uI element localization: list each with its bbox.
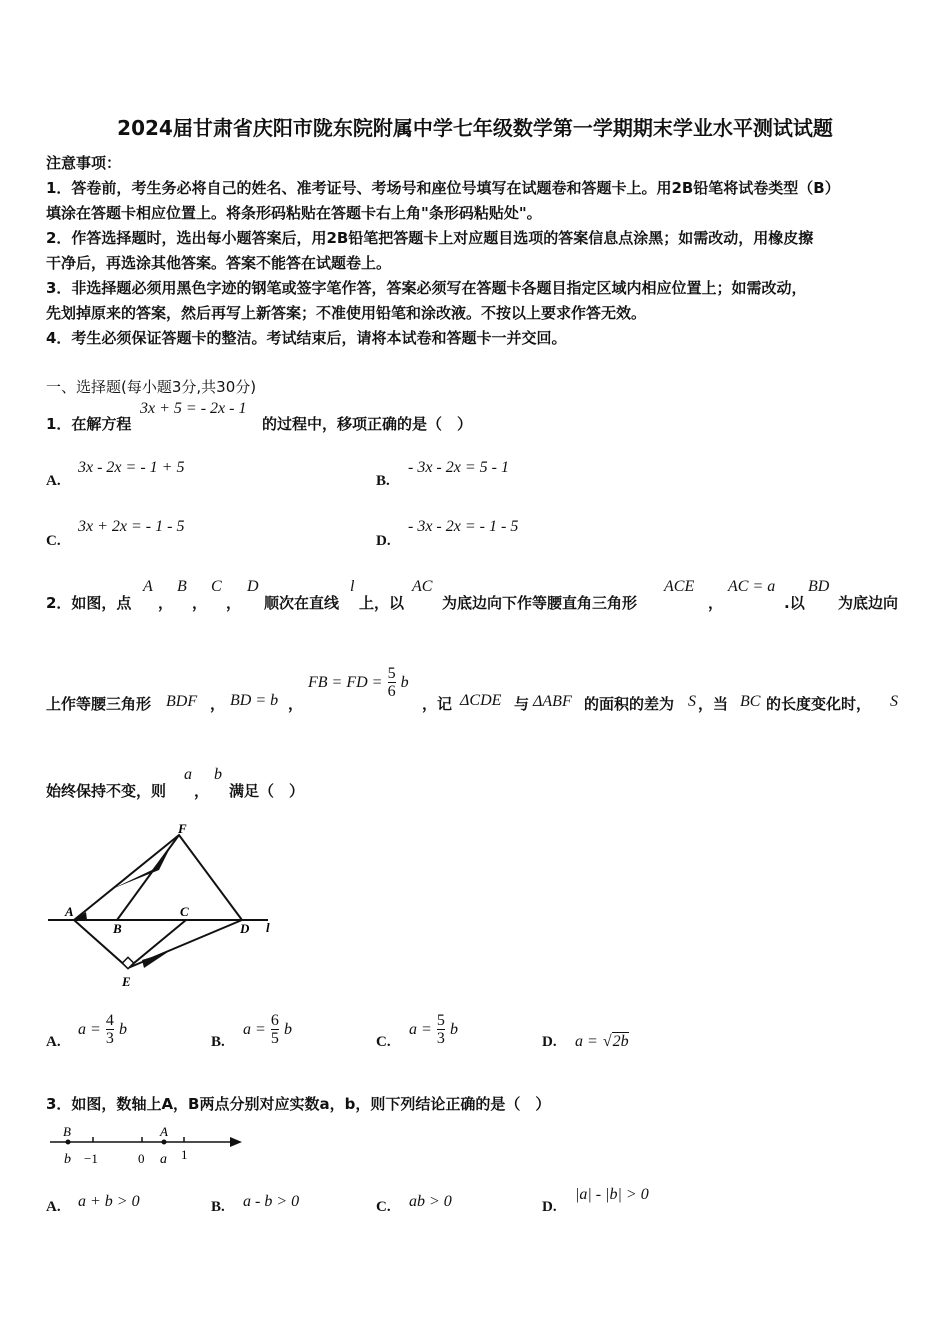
option-lhs: a = (78, 1021, 101, 1038)
q3-option-b: a - b > 0 (243, 1193, 300, 1210)
point-b (66, 1140, 71, 1145)
section-heading: 一、选择题(每小题3分,共30分) (46, 378, 257, 396)
option-lhs: a = (575, 1033, 598, 1050)
q2-text: ，当 (698, 695, 729, 713)
q2-fb-var: b (400, 674, 409, 691)
q2-fb-den: 6 (387, 683, 396, 700)
q2-text: ，记 (422, 695, 453, 713)
q2-comma: ， (288, 695, 304, 713)
q2-text: 的面积的差为 (584, 695, 675, 713)
fraction-den: 3 (105, 1030, 114, 1047)
q2-bd-eq-b: BD = b (230, 692, 279, 709)
option-lhs: a = (243, 1021, 266, 1038)
q2-fb-fd-equation (308, 665, 409, 700)
label-neg1: −1 (84, 1151, 98, 1166)
fraction-num: 4 (105, 1012, 114, 1029)
notice-line: 3．非选择题必须用黑色字迹的钢笔或签字笔作答，答案必须写在答题卡各题目指定区域内相应位置上；如需改动， (46, 279, 807, 297)
q2-text: 始终保持不变，则 (46, 782, 167, 800)
option-var: b (283, 1021, 292, 1038)
q2-text: 的长度变化时， (766, 695, 872, 713)
option-var: b (118, 1021, 127, 1038)
q2-s: S (890, 693, 898, 710)
q2-text: 上作等腰三角形 (46, 695, 152, 713)
q1-option-a: 3x - 2x = - 1 + 5 (78, 459, 185, 476)
sqrt-icon: √ (602, 1033, 612, 1050)
q2-point-c: C (211, 578, 222, 595)
fraction-num: 5 (436, 1012, 445, 1029)
q2-text: 顺次在直线 (264, 594, 340, 612)
q2-prefix: 2．如图，点 (46, 594, 132, 612)
q2-bc: BC (740, 693, 761, 710)
q3-option-c: ab > 0 (409, 1193, 452, 1210)
notice-line: 1．答卷前，考生务必将自己的姓名、准考证号、考场号和座位号填写在试题卷和答题卡上。用2B铅笔将试卷类型（B） (46, 179, 840, 197)
q2-geometry-figure (40, 820, 280, 992)
q3-option-d-label: D. (542, 1199, 557, 1215)
q1-option-d: - 3x - 2x = - 1 - 5 (408, 518, 519, 535)
q2-fb-lhs: FB = FD = (308, 674, 383, 691)
q3-option-a: a + b > 0 (78, 1193, 140, 1210)
notice-line: 2．作答选择题时，选出每小题答案后，用2B铅笔把答题卡上对应题目选项的答案信息点涂黑；如需改动，用橡皮擦 (46, 229, 814, 247)
q1-option-d-label: D. (376, 533, 391, 549)
option-var: b (449, 1021, 458, 1038)
q2-s: S (688, 693, 696, 710)
q2-fb-fraction (388, 665, 396, 700)
q2-comma: ， (708, 594, 724, 612)
triangle-abf (74, 835, 242, 920)
q2-abf: ΔABF (533, 693, 572, 710)
q2-line-l: l (350, 578, 355, 595)
arrow-icon (230, 1137, 242, 1147)
q1-option-a-label: A. (46, 473, 61, 489)
q2-ace: ACE (664, 578, 695, 595)
q1-prefix: 1．在解方程 (46, 415, 132, 433)
label-f: F (178, 821, 187, 836)
q2-comma: ， (192, 594, 208, 612)
q2-text: 满足（ ） (229, 782, 305, 800)
q2-ac-eq-a: AC = a (728, 578, 776, 595)
shaded-corner (74, 912, 87, 920)
q2-a: a (184, 766, 192, 783)
q2-ac: AC (412, 578, 433, 595)
label-a: A (65, 904, 74, 919)
q2-option-b (243, 1012, 292, 1047)
q3-option-b-label: B. (211, 1199, 225, 1215)
label-a-value: a (160, 1152, 167, 1167)
q2-comma: ， (210, 695, 226, 713)
q2-text: 为底边向下作等腰直角三角形 (442, 594, 638, 612)
q2-option-c-label: C. (376, 1034, 391, 1050)
q2-option-b-label: B. (211, 1034, 225, 1050)
option-fraction (437, 1012, 445, 1047)
q2-bdf: BDF (166, 693, 198, 710)
q2-point-b: B (177, 578, 187, 595)
q2-option-c (409, 1012, 458, 1047)
fraction-den: 3 (436, 1030, 445, 1047)
q3-option-d: |a| - |b| > 0 (575, 1186, 649, 1203)
notice-line: 4．考生必须保证答题卡的整洁。考试结束后，请将本试卷和答题卡一并交回。 (46, 329, 567, 347)
notice-line: 填涂在答题卡相应位置上。将条形码粘贴在答题卡右上角"条形码粘贴处"。 (46, 204, 542, 222)
q3-stem: 3．如图，数轴上A，B两点分别对应实数a，b，则下列结论正确的是（ ） (46, 1095, 551, 1113)
option-radicand: 2b (612, 1033, 629, 1050)
notice-line: 干净后，再选涂其他答案。答案不能答在试题卷上。 (46, 254, 392, 272)
q2-option-d-label: D. (542, 1034, 557, 1050)
q2-comma: ， (194, 782, 210, 800)
q2-text: 与 (514, 695, 530, 713)
label-c: C (180, 904, 189, 919)
q2-option-a (78, 1012, 127, 1047)
fraction-num: 6 (270, 1012, 279, 1029)
q1-suffix: 的过程中，移项正确的是（ ） (262, 415, 473, 433)
q2-text: .以 (784, 594, 805, 612)
option-fraction (106, 1012, 114, 1047)
q2-fb-num: 5 (387, 665, 396, 682)
q2-bd: BD (808, 578, 830, 595)
page-title: 2024届甘肃省庆阳市陇东院附属中学七年级数学第一学期期末学业水平测试试题 (117, 116, 833, 140)
option-fraction (271, 1012, 279, 1047)
q1-option-b: - 3x - 2x = 5 - 1 (408, 459, 509, 476)
q2-b: b (214, 766, 222, 783)
q1-option-c-label: C. (46, 533, 61, 549)
q2-option-a-label: A. (46, 1034, 61, 1050)
q3-number-line (46, 1122, 246, 1168)
q2-comma: ， (158, 594, 174, 612)
label-a-point: A (160, 1124, 168, 1139)
q3-option-c-label: C. (376, 1199, 391, 1215)
label-l: l (266, 920, 270, 935)
label-b-point: B (63, 1124, 71, 1139)
notice-heading: 注意事项： (46, 154, 122, 172)
label-e: E (122, 974, 131, 989)
label-one: 1 (181, 1147, 188, 1162)
point-a (162, 1140, 167, 1145)
notice-line: 先划掉原来的答案，然后再写上新答案；不准使用铅笔和涂改液。不按以上要求作答无效。 (46, 304, 647, 322)
q2-option-d (575, 1031, 629, 1051)
q2-text: 为底边向 (838, 594, 899, 612)
q2-text: 上，以 (359, 594, 405, 612)
option-lhs: a = (409, 1021, 432, 1038)
q1-equation: 3x + 5 = - 2x - 1 (140, 400, 247, 417)
fraction-den: 5 (270, 1030, 279, 1047)
q1-option-b-label: B. (376, 473, 390, 489)
label-b: B (113, 921, 122, 936)
label-b-value: b (64, 1152, 71, 1167)
q2-point-d: D (247, 578, 259, 595)
label-zero: 0 (138, 1151, 145, 1166)
q3-option-a-label: A. (46, 1199, 61, 1215)
q1-option-c: 3x + 2x = - 1 - 5 (78, 518, 185, 535)
q2-point-a: A (143, 578, 153, 595)
q2-cde: ΔCDE (460, 692, 502, 709)
label-d: D (240, 921, 250, 936)
q2-comma: ， (226, 594, 242, 612)
